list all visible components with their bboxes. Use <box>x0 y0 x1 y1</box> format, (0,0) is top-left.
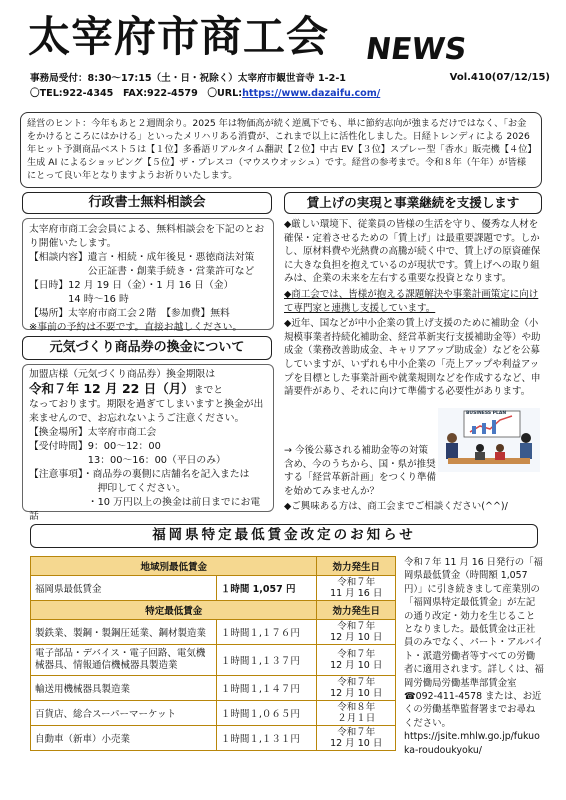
voucher-line: 【受付時間】9：00～12：00 <box>29 441 161 452</box>
min-wage-heading: 福岡県特定最低賃金改定のお知らせ <box>30 524 538 548</box>
business-tip-text: 経営のヒント：今年もあと２週間余り。2025 年は物価高が続く逆風下でも、単に節約志向が強まるだけではなく、「お金をかけるところにはかける」といったメリハリある消費が、これまで以上に活性化しました。日経トレンディによる 2026 年ヒット予測商品ベスト５は【１位】多番語リアルタイム翻訳【２位】中古 EV【３位】スプレー型「香水」販売機【４位】生成 AI によるショッピング【５位】ザ・プレスコ（マウスウオッシュ）です。経営の参考まで。令和８年（午年）が皆様にとって良い年となりますようお祈りいたします。 <box>27 118 532 181</box>
consult-line: り開催いたします。 <box>29 238 117 249</box>
business-plan-illustration <box>438 408 540 472</box>
min-wage-note-text: 令和７年 11 月 16 日発行の「福岡県最低賃金（時間額 1,057 円）」に引き続きまして産業別の「福岡県特定最低賃金」が左記の通り改定・効力を生じることとなりました。最低賃金は正社員のみでなく、パート・アルバイト・派遣労働者等すべての労働者に適用されます。詳しくは、福岡労働局労働基準部賃金室☎092-411-4578 または、お近くの労働基準監督署までお尋ねください。 <box>404 557 544 729</box>
industry-date: 令和７年 12 月 10 日 <box>317 726 396 751</box>
news-label: NEWS <box>363 32 469 67</box>
illustration-caption: BUSINESS PLAN <box>466 411 507 416</box>
col-region-header: 地域別最低賃金 <box>31 557 317 576</box>
regional-date: 令和７年 11 月 16 日 <box>317 576 396 601</box>
table-row <box>31 620 396 645</box>
industry-wage: １時間１,０６５円 <box>216 701 317 726</box>
consult-heading: 行政書士無料相談会 <box>22 192 272 214</box>
industry-wage: １時間１,１７６円 <box>216 620 317 645</box>
volume-number: Vol.410(07/12/15) <box>449 72 550 83</box>
consult-line: 【場所】太宰府市商工会２階 【参加費】無料 <box>29 308 230 319</box>
contact-line <box>30 87 380 101</box>
voucher-intro: 加盟店様（元気づくり商品券）換金期限は <box>29 369 216 380</box>
col-date2-header: 効力発生日 <box>317 601 396 620</box>
voucher-line: 【換金場所】太宰府市商工会 <box>29 427 157 438</box>
industry-name: 自動車（新車）小売業 <box>31 726 217 751</box>
voucher-line: 13：00～16：00（平日のみ） <box>29 455 226 466</box>
wage-support-p4-box <box>284 444 436 498</box>
wage-support-p3: ◆近年、国などが中小企業の賃上げ支援のために補助金（小規模事業者持続化補助金、経営革新実行支援補助金等）や助成金（業務改善助成金、キャリアアップ助成金）などを公募していますが、いずれも中小企業の「売上アップや利益アップを目標とした事業計画や就業規則などを作成するなど、申請要件があり、それに向けて準備する必要性があります。 <box>284 318 541 398</box>
consult-box <box>22 218 274 333</box>
consult-line: ※事前の予約は不要です。直接お越しください。 <box>29 322 243 333</box>
table-row <box>31 645 396 676</box>
industry-name: 輸送用機械器具製造業 <box>31 676 217 701</box>
voucher-line: 来ませんので、お忘れないようご注意ください。 <box>29 413 245 424</box>
wage-support-heading: 賃上げの実現と事業継続を支援します <box>284 192 542 214</box>
website-link[interactable]: https://www.dazaifu.com/ <box>242 88 381 99</box>
min-wage-note <box>404 556 544 790</box>
table-row <box>31 701 396 726</box>
voucher-line: 【注意事項】・商品券の裏側に店舗名を記入または <box>29 469 250 480</box>
table-row <box>31 676 396 701</box>
voucher-line: なっております。期限を過ぎてしまいますと換金が出 <box>29 399 264 410</box>
office-hours: 事務局受付：8:30～17:15（土・日・祝除く）太宰府市観世音寺 1-2-1 <box>30 73 346 84</box>
regional-name: 福岡県最低賃金 <box>31 576 217 601</box>
industry-wage: １時間１,１３７円 <box>216 645 317 676</box>
industry-date: 令和８年 ２月１日 <box>317 701 396 726</box>
industry-wage: １時間１,１４７円 <box>216 676 317 701</box>
industry-name: 製鉄業、製鋼・製鋼圧延業、鋼材製造業 <box>31 620 217 645</box>
industry-date: 令和７年 12 月 10 日 <box>317 676 396 701</box>
wage-support-p5: ◆ご興味ある方は、商工会までご相談ください(^^)/ <box>284 501 508 512</box>
col-date-header: 効力発生日 <box>317 557 396 576</box>
industry-date: 令和７年 12 月 10 日 <box>317 620 396 645</box>
wage-support-p1: ◆厳しい環境下、従業員の皆様の生活を守り、優秀な人材を確保・定着させるための「賃上げ」は最重要課題です。しかし、原材料費や光熱費の高騰が続く中で、賃上げの原資確保に大きな負担を抱えているのが現状です。賃上げへの取り組みは、企業の未来を左右する重要な投資となります。 <box>284 219 541 285</box>
industry-name: 電子部品・デバイス・電子回路、電気機械器具、情報通信機械器具製造業 <box>31 645 217 676</box>
consult-line: 【相談内容】遺言・相続・成年後見・悪徳商法対策 <box>29 252 255 263</box>
voucher-line: ・10 万円以上の換金は前日までにお電話 <box>29 497 261 522</box>
min-wage-table <box>30 556 396 751</box>
contact-phone-fax: 〇TEL:922-4345 FAX:922-4579 〇URL: <box>30 88 243 99</box>
business-tip-box <box>20 112 542 188</box>
table-row <box>31 576 396 601</box>
wage-support-left-text <box>284 317 541 401</box>
labor-bureau-link[interactable]: https://jsite.mhlw.go.jp/fukuoka-roudoukyoku/ <box>404 731 540 756</box>
voucher-heading: 元気づくり商品券の換金について <box>22 336 272 360</box>
industry-wage: １時間１,１３１円 <box>216 726 317 751</box>
voucher-box <box>22 364 274 522</box>
wage-support-p2: ◆商工会では、皆様が抱える課題解決や事業計画策定に向けて専門家と連携し支援しています。 <box>284 288 539 314</box>
voucher-deadline-suffix: までと <box>193 385 224 396</box>
industry-date: 令和７年 12 月 10 日 <box>317 645 396 676</box>
col-specific-header: 特定最低賃金 <box>31 601 317 620</box>
voucher-line: 押印してください。 <box>29 483 186 494</box>
newsletter-title: 太宰府市商工会 <box>28 12 330 61</box>
table-row <box>31 726 396 751</box>
consult-line: 公正証書・創業手続き・営業許可など <box>29 266 255 277</box>
wage-support-p5-box <box>284 500 542 514</box>
voucher-deadline: 令和７年 12 月 22 日（月） <box>29 381 194 396</box>
industry-name: 百貨店、総合スーパーマーケット <box>31 701 217 726</box>
consult-line: 太宰府市商工会会員による、無料相談会を下記のとお <box>29 224 265 235</box>
wage-support-p4: → 今後公募される補助金等の対策含め、今のうちから、国・県が推奨する「経営革新計画」をつくり準備を始めてみませんか？ <box>284 445 437 497</box>
consult-line: 14 時～16 時 <box>29 294 129 305</box>
regional-wage: １時間 1,057 円 <box>216 576 317 601</box>
consult-line: 【日時】12 月 19 日（金）・1 月 16 日（金） <box>29 280 234 291</box>
